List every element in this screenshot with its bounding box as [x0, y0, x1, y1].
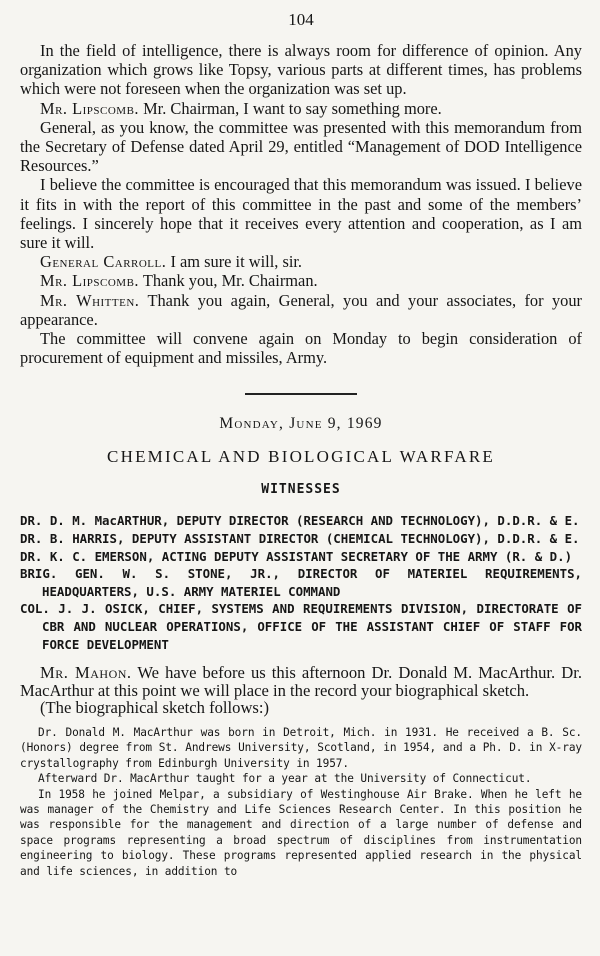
paragraph-text: We have before us this afternoon Dr. Donald M. MacArthur. Dr. MacArthur at this point we will place in the record your biographical sketch. [20, 663, 583, 700]
paragraph-text: In the field of intelligence, there is always room for difference of opinion. Any organization which grows like Topsy, various parts at different times, has problems which were not foreseen when the organization was set up. [20, 41, 582, 99]
witness-entry: COL. J. J. OSICK, CHIEF, SYSTEMS AND REQUIREMENTS DIVISION, DIRECTORATE OF CBR AND NUCLEAR OPERATIONS, OFFICE OF THE ASSISTANT CHIEF OF STAFF FOR FORCE DEVELOPMENT [20, 601, 582, 652]
paragraph [20, 291, 582, 329]
witness-entry: DR. B. HARRIS, DEPUTY ASSISTANT DIRECTOR (CHEMICAL TECHNOLOGY), D.D.R. & E. [20, 531, 580, 547]
paragraph-text: I am sure it will, sir. [166, 252, 303, 272]
speaker-name: General Carroll. [40, 252, 167, 272]
paragraph [20, 175, 582, 252]
paragraph [20, 41, 582, 99]
section-divider [245, 393, 357, 395]
sketch-paragraph: Dr. Donald M. MacArthur was born in Detroit, Mich. in 1931. He received a B. Sc. (Honors) degree from St. Andrews University, Scotland, in 1954, and a Ph. D. in X-ray crystallography from Edinburgh University in 1957. [20, 725, 582, 770]
chairman-statement [20, 664, 582, 717]
speaker-name: Mr. Lipscomb. [40, 98, 140, 118]
paragraph [20, 329, 582, 367]
paragraph [20, 271, 582, 290]
speaker-name: Mr. Mahon. [40, 663, 132, 683]
speaker-name: Mr. Whitten. [40, 290, 140, 310]
date-text: Monday, June 9, 1969 [219, 415, 383, 433]
paragraph-text: I believe the committee is encouraged that this memorandum was issued. I believe it fits in with the report of this committee in the past and some of the members’ feelings. I sincerely hope that it receives every attention and cooperation, as I am sure it will. [20, 175, 582, 253]
witness-entry: DR. K. C. EMERSON, ACTING DEPUTY ASSISTANT SECRETARY OF THE ARMY (R. & D.) [20, 548, 573, 564]
witness-entry: BRIG. GEN. W. S. STONE, JR., DIRECTOR OF MATERIEL REQUIREMENTS, HEADQUARTERS, U.S. ARMY MATERIEL COMMAND [20, 566, 582, 599]
witness-list [20, 512, 582, 653]
paragraph [20, 252, 582, 271]
sketch-paragraph: In 1958 he joined Melpar, a subsidiary of Westinghouse Air Brake. When he left he was manager of the Chemistry and Life Sciences Research Center. In this position he was responsible for the management and direction of a large number of defense and space programs representing a broad spectrum of disciplines from instrumentation engineering to biology. These programs represented applied research in the physical and life sciences, in addition to [20, 787, 582, 878]
sketch-paragraph: Afterward Dr. MacArthur taught for a year at the University of Connecticut. [38, 772, 532, 786]
section-title: CHEMICAL AND BIOLOGICAL WARFARE [107, 447, 495, 467]
paragraph [20, 118, 582, 176]
biographical-sketch [20, 725, 582, 879]
hearing-transcript [20, 41, 582, 367]
paragraph-text: Thank you again, General, you and your associates, for your appearance. [20, 290, 582, 329]
paragraph-text: Thank you, Mr. Chairman. [139, 271, 318, 291]
hearing-date [20, 415, 582, 433]
page-number: 104 [288, 10, 314, 29]
witnesses-heading: WITNESSES [261, 482, 341, 498]
paragraph-text: The committee will convene again on Monday to begin consideration of procurement of equipment and missiles, Army. [20, 329, 582, 368]
paragraph [20, 664, 582, 699]
paragraph-text: General, as you know, the committee was presented with this memorandum from the Secretary of Defense dated April 29, entitled “Management of DOD Intelligence Resources.” [20, 117, 582, 176]
sketch-note: (The biographical sketch follows:) [40, 698, 270, 718]
witness-entry: DR. D. M. MacARTHUR, DEPUTY DIRECTOR (RESEARCH AND TECHNOLOGY), D.D.R. & E. [20, 513, 580, 529]
document-page [20, 0, 582, 879]
paragraph-text: Mr. Chairman, I want to say something more. [139, 98, 442, 118]
speaker-name: Mr. Lipscomb. [40, 271, 140, 291]
paragraph [20, 99, 582, 118]
